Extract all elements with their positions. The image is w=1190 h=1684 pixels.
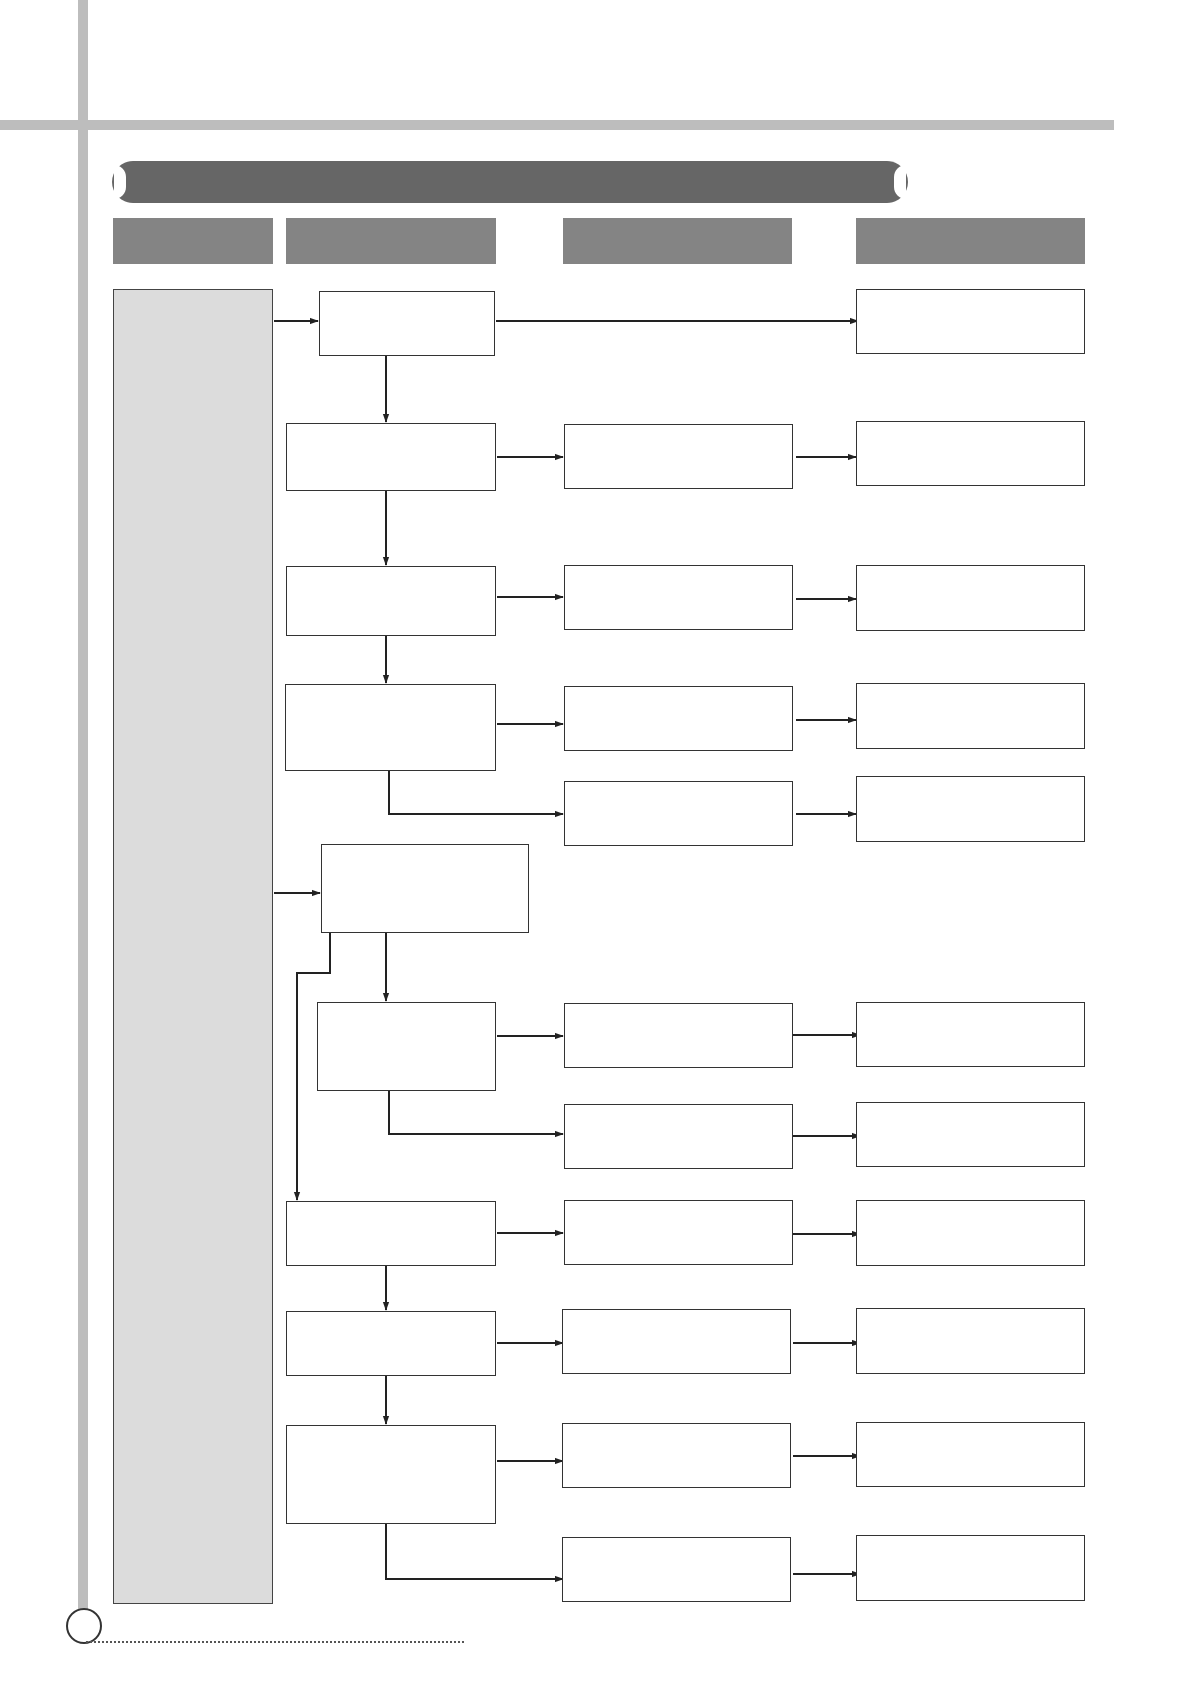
flow-action-4a xyxy=(564,686,793,751)
flow-action-6a xyxy=(564,1003,793,1068)
flow-node-7 xyxy=(286,1201,496,1266)
flow-node-5 xyxy=(321,844,529,933)
flow-result-4a xyxy=(856,683,1085,749)
flow-result-6b xyxy=(856,1102,1085,1167)
flow-result-1 xyxy=(856,289,1085,354)
flow-result-8 xyxy=(856,1308,1085,1374)
flow-result-9a xyxy=(856,1422,1085,1487)
flow-action-4b xyxy=(564,781,793,846)
arrow-n6-to-action-b xyxy=(389,1091,563,1134)
flow-result-2 xyxy=(856,421,1085,486)
flow-node-1 xyxy=(319,291,495,356)
flow-result-7 xyxy=(856,1200,1085,1266)
arrow-n4-to-action-b xyxy=(389,771,563,814)
flow-action-2 xyxy=(564,424,793,489)
footer-dotted-rule xyxy=(86,1641,464,1643)
flow-node-2 xyxy=(286,423,496,491)
flow-result-9b xyxy=(856,1535,1085,1601)
flow-action-9b xyxy=(562,1537,791,1602)
flow-node-4 xyxy=(285,684,496,771)
flow-node-3 xyxy=(286,566,496,636)
flow-node-9 xyxy=(286,1425,496,1524)
flow-result-4b xyxy=(856,776,1085,842)
flow-action-6b xyxy=(564,1104,793,1169)
page-number-badge xyxy=(66,1608,102,1644)
flow-result-3 xyxy=(856,565,1085,631)
flow-action-9a xyxy=(562,1423,791,1488)
flow-result-6a xyxy=(856,1002,1085,1067)
flow-node-8 xyxy=(286,1311,496,1376)
flow-node-6 xyxy=(317,1002,496,1091)
flow-action-3 xyxy=(564,565,793,630)
flow-action-8 xyxy=(562,1309,791,1374)
flow-action-7 xyxy=(564,1200,793,1265)
arrow-n9-to-action-b xyxy=(386,1524,563,1579)
